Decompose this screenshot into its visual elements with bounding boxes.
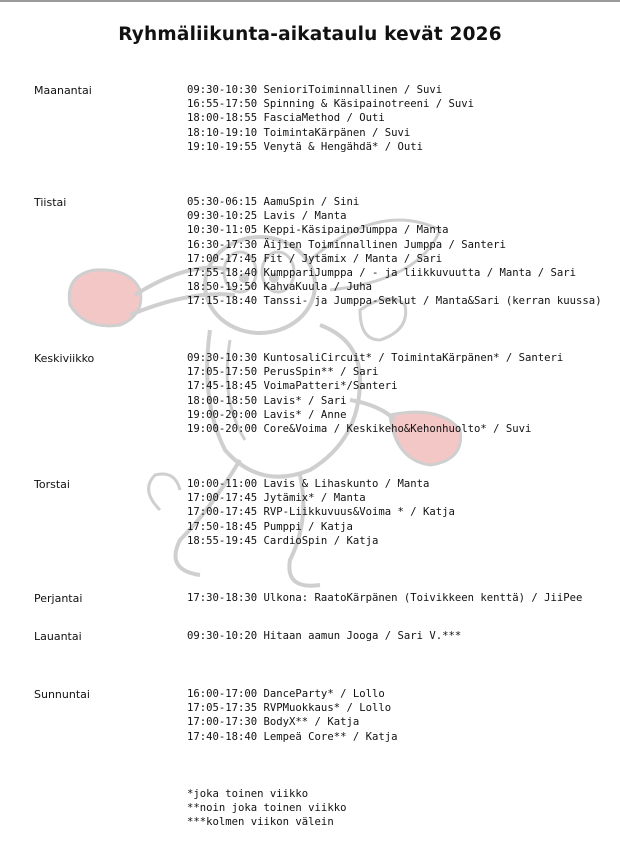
day-entries-thursday [187,477,455,548]
page-title: Ryhmäliikunta-aikataulu kevät 2026 [118,24,502,45]
schedule-entry: 17:00-17:45 Fit / Jytämix / Manta / Sari [187,252,443,265]
schedule-entry: 09:30-10:20 Hitaan aamun Jooga / Sari V.*** [187,630,462,642]
schedule-entry: 17:05-17:50 PerusSpin** / Sari [187,366,379,379]
schedule-entry: 09:30-10:30 SenioriToiminnallinen / Suvi [187,84,443,96]
schedule-entry: 18:50-19:50 KahvaKuula / Juha [187,281,372,294]
schedule-entry: 19:10-19:55 Venytä & Hengähdä* / Outi [187,140,423,153]
day-label-saturday: Lauantai [34,630,82,643]
schedule-entry: 17:45-18:45 VoimaPatteri*/Santeri [187,380,398,393]
schedule-entry: 17:55-18:40 KumppariJumppa / - ja liikkuvuutta / Manta / Sari [187,267,577,280]
day-entries-tuesday [187,195,602,309]
day-label-tuesday: Tiistai [34,196,67,209]
footnote: *joka toinen viikko [187,788,309,800]
schedule-entry: 18:55-19:45 CardioSpin / Katja [187,534,379,547]
schedule-entry: 10:30-11:05 Keppi-KäsipainoJumppa / Manta [187,224,449,237]
schedule-entry: 05:30-06:15 AamuSpin / Sini [187,196,360,208]
schedule-entry: 18:10-19:10 ToimintaKärpänen / Suvi [187,126,411,139]
schedule-entry: 17:15-18:40 Tanssi- ja Jumppa-Seklut / Manta&Sari (kerran kuussa) [187,295,602,308]
schedule-entry: 17:00-17:45 Jytämix* / Manta [187,492,366,505]
schedule-entry: 17:05-17:35 RVPMuokkaus* / Lollo [187,702,392,715]
day-entries-friday [187,591,582,605]
schedule-entry: 19:00-20:00 Core&Voima / Keskikeho&Kehonhuolto* / Suvi [187,423,532,436]
day-entries-sunday [187,687,397,744]
schedule-entry: 18:00-18:50 Lavis* / Sari [187,394,347,407]
schedule-entry: 17:40-18:40 Lempeä Core** / Katja [187,730,398,743]
schedule-entry: 10:00-11:00 Lavis & Lihaskunto / Manta [187,478,430,490]
schedule-entry: 16:00-17:00 DanceParty* / Lollo [187,688,385,700]
day-label-thursday: Torstai [34,478,70,491]
schedule-entry: 09:30-10:30 KuntosaliCircuit* / ToimintaKärpänen* / Santeri [187,352,564,364]
schedule-entry: 17:30-18:30 Ulkona: RaatoKärpänen (Toivikkeen kenttä) / JiiPee [187,592,583,604]
schedule-entry: 09:30-10:25 Lavis / Manta [187,210,347,223]
day-label-sunday: Sunnuntai [34,688,90,701]
schedule-entry: 16:30-17:30 Äijien Toiminnallinen Jumppa / Santeri [187,238,506,251]
footnotes [187,787,346,830]
day-label-friday: Perjantai [34,592,83,605]
schedule-entry: 18:00-18:55 FasciaMethod / Outi [187,112,385,125]
schedule-entry: 16:55-17:50 Spinning & Käsipainotreeni / Suvi [187,98,475,111]
schedule-entry: 17:00-17:45 RVP-Liikkuvuus&Voima * / Katja [187,506,455,519]
schedule-entry: 19:00-20:00 Lavis* / Anne [187,408,347,421]
day-label-wednesday: Keskiviikko [34,352,95,365]
day-entries-wednesday [187,351,563,436]
footnote: ***kolmen viikon välein [187,816,334,829]
day-entries-monday [187,83,474,154]
footnote: **noin joka toinen viikko [187,802,347,815]
schedule-entry: 17:00-17:30 BodyX** / Katja [187,716,360,729]
schedule-entry: 17:50-18:45 Pumppi / Katja [187,520,353,533]
day-label-monday: Maanantai [34,84,92,97]
top-border-line [0,0,620,2]
day-entries-saturday [187,629,461,643]
